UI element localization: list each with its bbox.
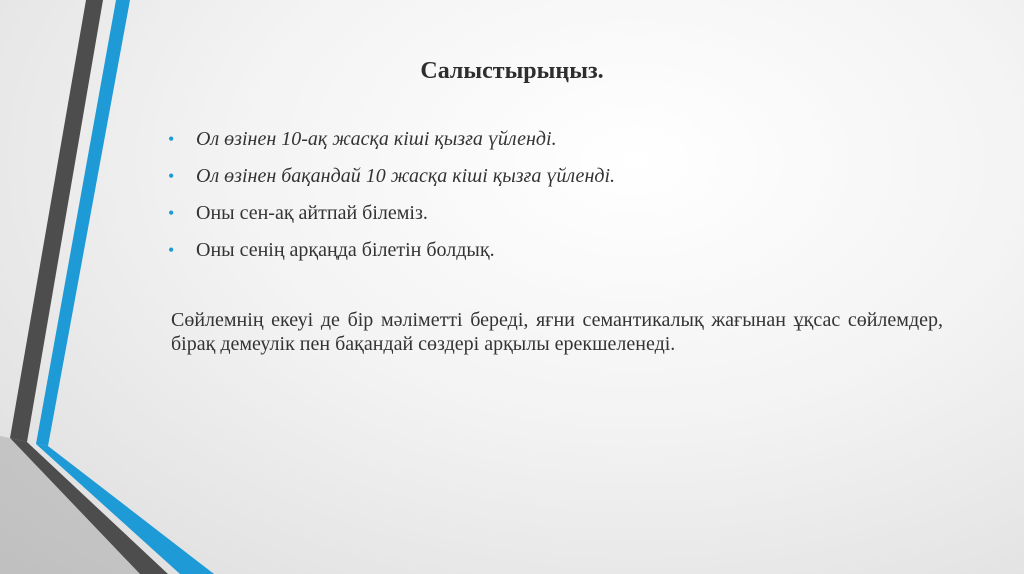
bullet-text: Оны сенің арқаңда білетін болдық.: [196, 239, 495, 261]
bullet-item: [168, 165, 948, 202]
slide-title: Салыстырыңыз.: [420, 58, 604, 84]
bullet-dot-icon: •: [168, 129, 175, 149]
bullet-list: [168, 128, 948, 276]
bullet-item: [168, 239, 948, 276]
bullet-text: Ол өзінен 10-ақ жасқа кіші қызға үйленді.: [196, 128, 557, 150]
bullet-dot-icon: •: [168, 166, 175, 186]
bullet-dot-icon: •: [168, 240, 175, 260]
bullet-text: Оны сен-ақ айтпай білеміз.: [196, 202, 428, 224]
bullet-item: [168, 128, 948, 165]
bullet-dot-icon: •: [168, 203, 175, 223]
bullet-text: Ол өзінен бақандай 10 жасқа кіші қызға үйленді.: [196, 165, 616, 187]
bullet-item: [168, 202, 948, 239]
explanation-paragraph: Сөйлемнің екеуі де бір мәліметті береді, яғни семантикалық жағынан ұқсас сөйлемдер, бірақ демеулік пен бақандай сөздері арқылы ерекшеленеді.: [171, 309, 943, 355]
